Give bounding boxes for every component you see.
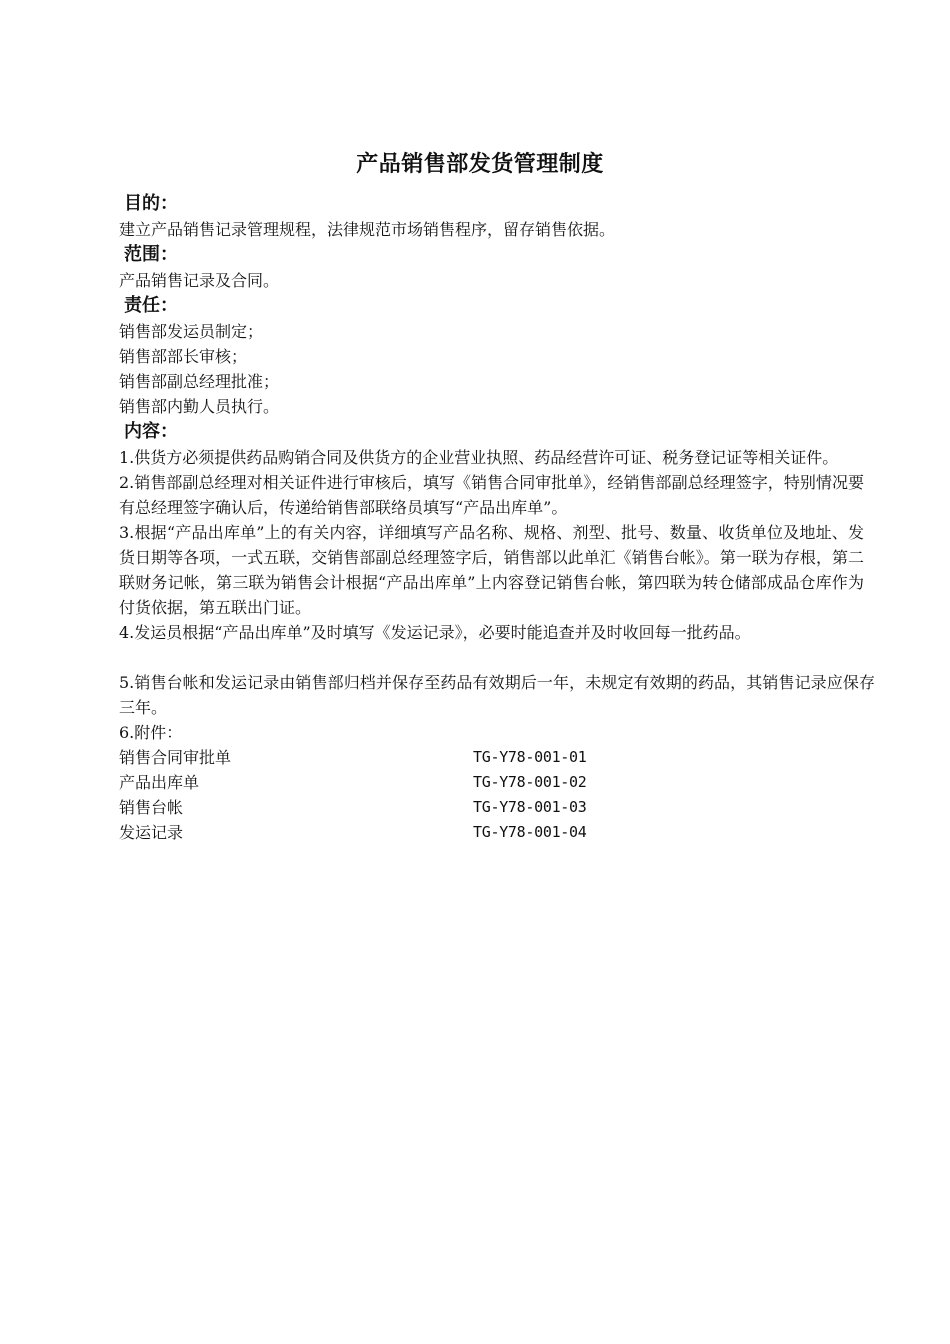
attachment-row	[119, 795, 879, 820]
purpose-heading: 目的：	[124, 193, 178, 214]
attachment-name: 产品出库单	[119, 773, 200, 792]
responsibility-heading: 责任：	[124, 295, 178, 316]
scope-heading: 范围：	[124, 244, 178, 265]
content-heading: 内容：	[124, 421, 178, 442]
attachment-code: TG-Y78-001-03	[473, 798, 587, 816]
document-body	[119, 191, 879, 845]
content-item-4: 4.发运员根据“产品出库单”及时填写《发运记录》，必要时能追查并及时收回每一批药品。	[119, 623, 751, 642]
responsibility-line: 销售部副总经理批准；	[119, 372, 280, 391]
content-item-5: 5.销售台帐和发运记录由销售部归档并保存至药品有效期后一年，未规定有效期的药品，其销售记录应保存三年。	[119, 673, 875, 717]
attachment-code: TG-Y78-001-01	[473, 748, 587, 766]
attachment-row	[119, 820, 879, 845]
attachment-row	[119, 745, 879, 770]
document-title: 产品销售部发货管理制度	[356, 152, 604, 177]
purpose-text: 建立产品销售记录管理规程，法律规范市场销售程序，留存销售依据。	[119, 220, 616, 239]
attachment-row	[119, 770, 879, 795]
content-item-2: 2.销售部副总经理对相关证件进行审核后，填写《销售合同审批单》，经销售部副总经理签字，特别情况要有总经理签字确认后，传递给销售部联络员填写“产品出库单”。	[119, 473, 864, 517]
responsibility-line: 销售部内勤人员执行。	[119, 397, 280, 416]
content-item-3: 3.根据“产品出库单”上的有关内容，详细填写产品名称、规格、剂型、批号、数量、收货单位及地址、发货日期等各项，一式五联，交销售部副总经理签字后，销售部以此单汇《销售台帐》。第一联为存根，第二联财务记帐，第三联为销售会计根据“产品出库单”上内容登记销售台帐，第四联为转仓储部成品仓库作为付货依据，第五联出门证。	[119, 523, 864, 617]
attachment-name: 销售台帐	[119, 798, 184, 817]
attachment-code: TG-Y78-001-02	[473, 773, 587, 791]
content-item-1: 1.供货方必须提供药品购销合同及供货方的企业营业执照、药品经营许可证、税务登记证等相关证件。	[119, 448, 839, 467]
responsibility-line: 销售部部长审核；	[119, 347, 248, 366]
attachments-label: 6.附件：	[119, 723, 183, 742]
responsibility-line: 销售部发运员制定；	[119, 322, 264, 341]
attachment-name: 发运记录	[119, 823, 184, 842]
attachment-code: TG-Y78-001-04	[473, 823, 587, 841]
blank-line	[119, 645, 879, 670]
scope-text: 产品销售记录及合同。	[119, 271, 280, 290]
attachment-name: 销售合同审批单	[119, 748, 232, 767]
